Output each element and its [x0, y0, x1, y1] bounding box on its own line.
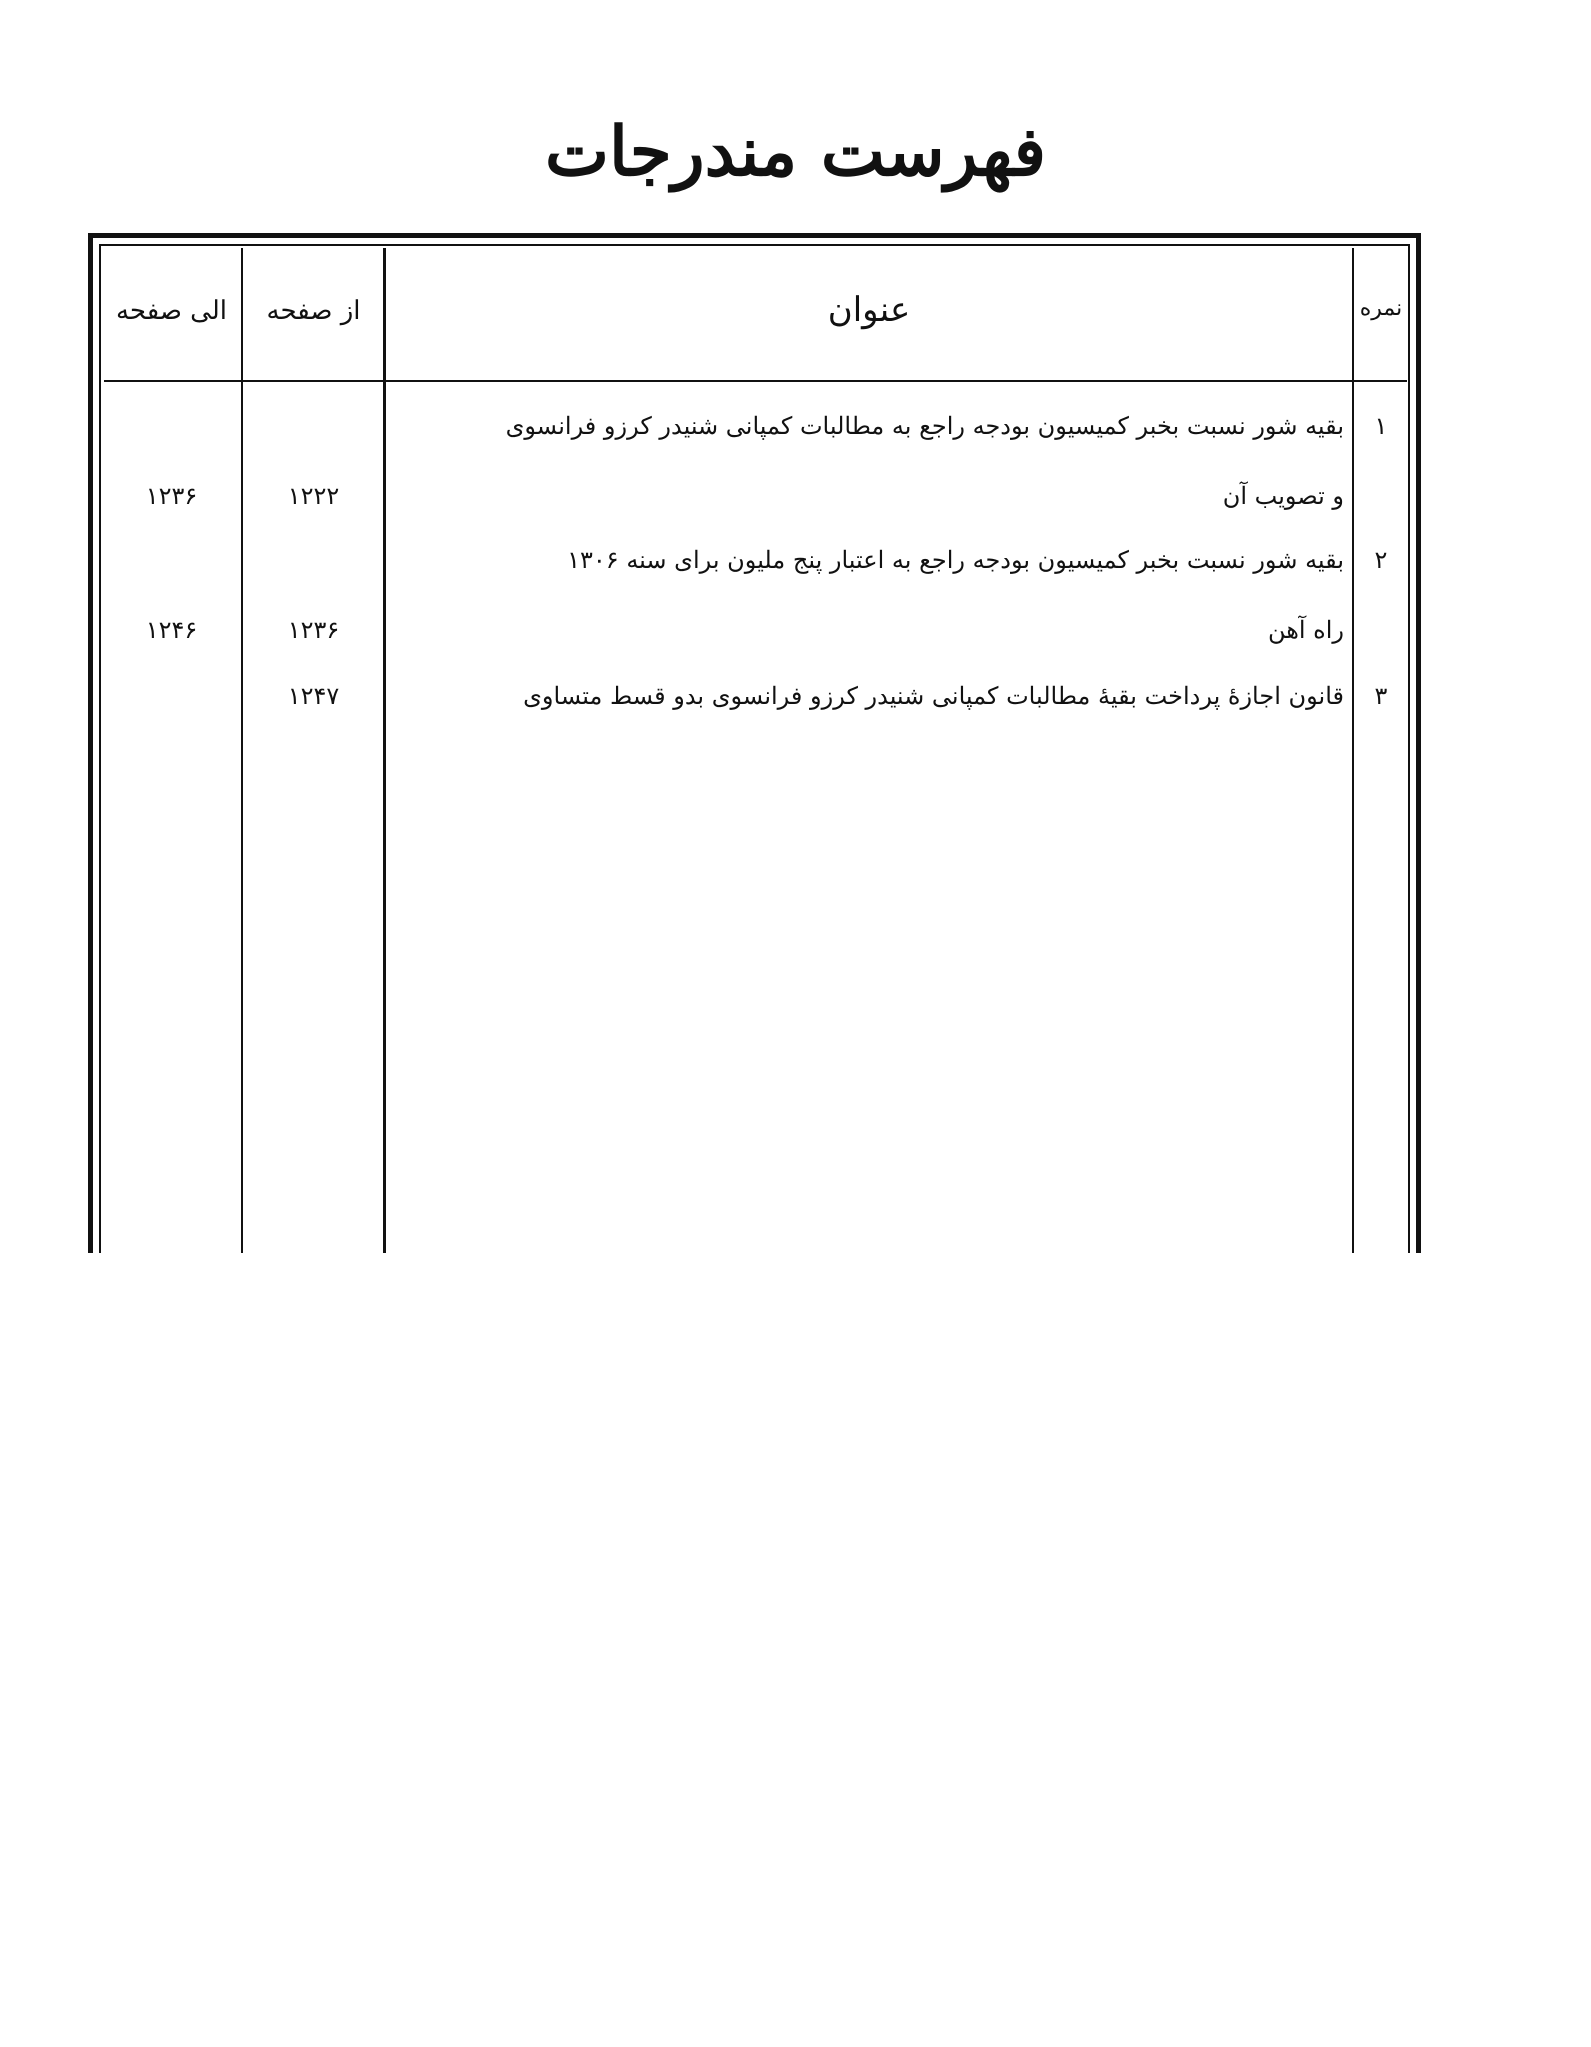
- page-title: فهرست مندرجات: [544, 112, 1047, 192]
- header-title: عنوان: [827, 290, 911, 330]
- row-3-from-page: ۱۲۴۷: [287, 682, 340, 710]
- row-2-number: ۲: [1374, 546, 1388, 574]
- header-from-page: از صفحه: [266, 296, 361, 326]
- header-number: نمره: [1359, 296, 1403, 321]
- inner-top-rule: [99, 244, 1410, 246]
- row-2-from-page: ۱۲۳۶: [287, 616, 340, 644]
- row-2-to-page: ۱۲۴۶: [145, 616, 198, 644]
- row-1-number: ۱: [1374, 412, 1388, 440]
- col-divider-pages: [241, 248, 243, 1253]
- col-divider-title: [383, 248, 386, 1253]
- row-2-title-line1: بقیه شور نسبت بخبر کمیسیون بودجه راجع به اعتبار پنج ملیون برای سنه ۱۳۰۶: [567, 546, 1344, 574]
- row-1-to-page: ۱۲۳۶: [145, 482, 198, 510]
- col-divider-number: [1352, 248, 1354, 1253]
- row-2-title-line2: راه آهن: [1267, 616, 1344, 644]
- inner-left-rule: [99, 244, 101, 1253]
- header-rule: [104, 380, 1407, 382]
- row-1-from-page: ۱۲۲۲: [287, 482, 340, 510]
- row-1-title-line1: بقیه شور نسبت بخبر کمیسیون بودجه راجع به مطالبات کمپانی شنیدر کرزو فرانسوی: [505, 412, 1344, 440]
- header-to-page: الی صفحه: [115, 296, 228, 326]
- row-3-number: ۳: [1374, 682, 1388, 710]
- row-1-title-line2: و تصویب آن: [1222, 482, 1344, 510]
- inner-right-rule: [1408, 244, 1410, 1253]
- row-3-title-line1: قانون اجازهٔ پرداخت بقیهٔ مطالبات کمپانی شنیدر کرزو فرانسوی بدو قسط متساوی: [523, 682, 1344, 710]
- toc-table-frame: [88, 233, 1421, 1253]
